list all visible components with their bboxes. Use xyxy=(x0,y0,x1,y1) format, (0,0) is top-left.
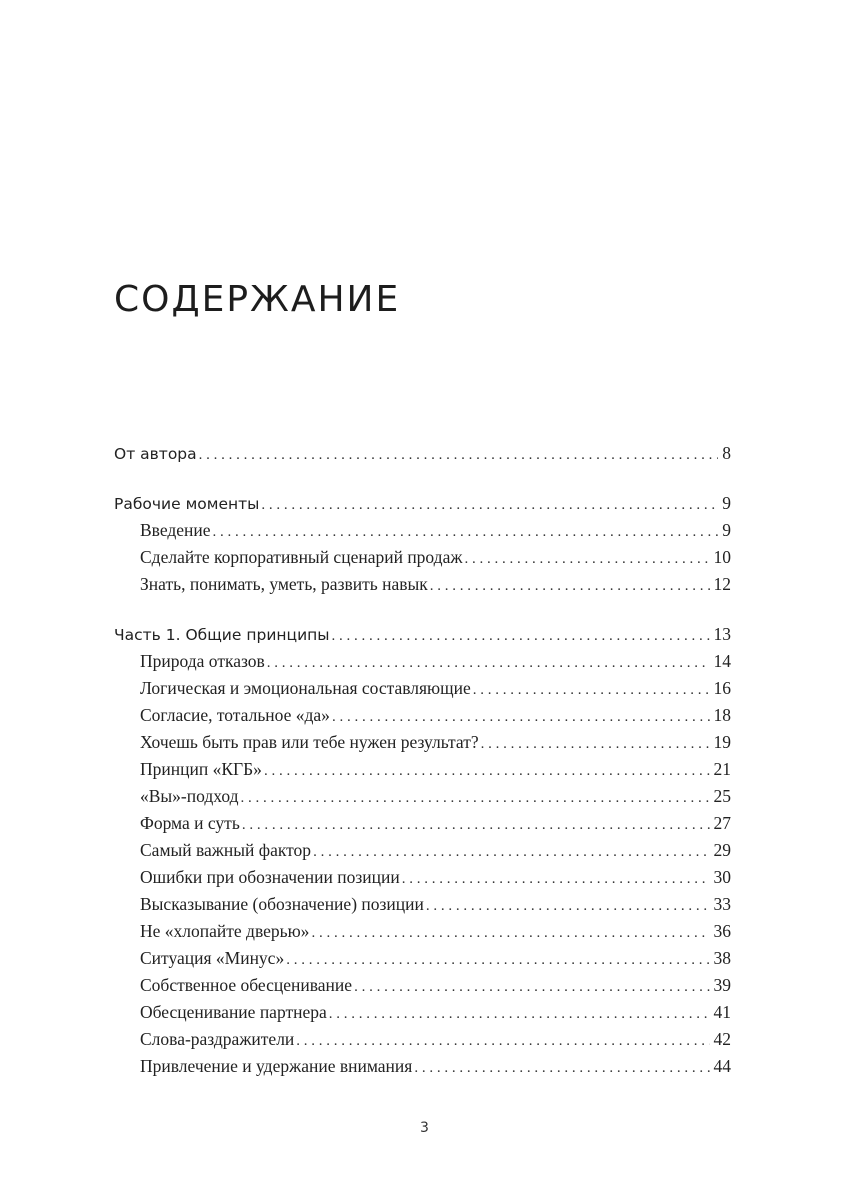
toc-entry-page: 10 xyxy=(713,547,731,567)
toc-entry xyxy=(114,837,731,864)
toc-entry-page: 12 xyxy=(713,574,731,594)
dot-leader xyxy=(296,1028,709,1055)
toc-entry-label: Природа отказов xyxy=(140,651,265,671)
page-number: 3 xyxy=(420,1120,429,1136)
toc-entry-page: 41 xyxy=(713,1002,731,1022)
toc-entry-page: 33 xyxy=(713,894,731,914)
toc-entry xyxy=(114,945,731,972)
toc-entry xyxy=(114,1053,731,1080)
toc-entry-label: Согласие, тотальное «да» xyxy=(140,705,330,725)
toc-entry-page: 25 xyxy=(713,786,731,806)
toc-entry-page: 16 xyxy=(713,678,731,698)
toc-entry xyxy=(114,517,731,544)
toc-entry xyxy=(114,783,731,810)
toc-entry-page: 8 xyxy=(722,443,731,463)
toc-entry-label: Знать, понимать, уметь, развить навык xyxy=(140,574,428,594)
dot-leader xyxy=(414,1055,709,1082)
toc-entry-label: Обесценивание партнера xyxy=(140,1002,327,1022)
toc-entry-label: Введение xyxy=(140,520,211,540)
toc-entry xyxy=(114,648,731,675)
toc-entry-label: Собственное обесценивание xyxy=(140,975,353,995)
toc-section-entry xyxy=(114,440,731,467)
dot-leader xyxy=(261,492,718,519)
toc-entry-label: Слова-раздражители xyxy=(140,1029,295,1049)
toc-entry xyxy=(114,918,731,945)
dot-leader xyxy=(311,920,709,947)
toc-entry xyxy=(114,571,731,598)
toc-entry-label: Хочешь быть прав или тебе нужен результат? xyxy=(140,732,479,752)
toc-entry-label: Принцип «КГБ» xyxy=(140,759,262,779)
dot-leader xyxy=(332,704,710,731)
toc-entry-page: 13 xyxy=(713,624,731,644)
toc-entry-label: Высказывание (обозначение) позиции xyxy=(140,894,424,914)
toc-entry xyxy=(114,702,731,729)
toc-section-entry xyxy=(114,621,731,648)
toc-entry-page: 27 xyxy=(713,813,731,833)
toc-entry-page: 29 xyxy=(713,840,731,860)
toc-entry-label: Самый важный фактор xyxy=(140,840,312,860)
toc-entry-label: От автора xyxy=(114,445,197,463)
toc-entry xyxy=(114,1026,731,1053)
dot-leader xyxy=(402,866,710,893)
dot-leader xyxy=(426,893,710,920)
dot-leader xyxy=(267,650,710,677)
dot-leader xyxy=(213,519,719,546)
toc-entry-page: 9 xyxy=(722,520,731,540)
toc-section-entry xyxy=(114,490,731,517)
toc-entry xyxy=(114,756,731,783)
dot-leader xyxy=(329,1001,710,1028)
toc-entry-label: Логическая и эмоциональная составляющие xyxy=(140,678,471,698)
dot-leader xyxy=(313,839,709,866)
page-title: СОДЕРЖАНИЕ xyxy=(114,279,401,320)
toc-entry-page: 19 xyxy=(713,732,731,752)
toc-entry xyxy=(114,729,731,756)
toc-entry-label: Ошибки при обозначении позиции xyxy=(140,867,400,887)
toc-entry xyxy=(114,891,731,918)
toc-entry xyxy=(114,544,731,571)
toc-entry-label: Форма и суть xyxy=(140,813,240,833)
toc-entry-page: 36 xyxy=(713,921,731,941)
dot-leader xyxy=(473,677,710,704)
toc-entry xyxy=(114,864,731,891)
table-of-contents xyxy=(114,440,731,1080)
dot-leader xyxy=(464,546,709,573)
dot-leader xyxy=(286,947,709,974)
toc-entry-page: 44 xyxy=(713,1056,731,1076)
dot-leader xyxy=(354,974,709,1001)
toc-entry-label: Не «хлопайте дверью» xyxy=(140,921,310,941)
dot-leader xyxy=(264,758,710,785)
toc-entry-label: «Вы»-подход xyxy=(140,786,239,806)
toc-entry-label: Рабочие моменты xyxy=(114,495,260,513)
toc-entry-label: Часть 1. Общие принципы xyxy=(114,626,330,644)
toc-entry xyxy=(114,999,731,1026)
dot-leader xyxy=(332,623,710,650)
toc-entry-label: Привлечение и удержание внимания xyxy=(140,1056,413,1076)
toc-entry-page: 14 xyxy=(713,651,731,671)
toc-entry-page: 21 xyxy=(713,759,731,779)
toc-entry-page: 9 xyxy=(722,493,731,513)
dot-leader xyxy=(241,785,710,812)
dot-leader xyxy=(199,442,719,469)
toc-entry-label: Ситуация «Минус» xyxy=(140,948,285,968)
toc-entry xyxy=(114,972,731,999)
toc-entry-page: 42 xyxy=(713,1029,731,1049)
toc-entry xyxy=(114,675,731,702)
dot-leader xyxy=(481,731,710,758)
dot-leader xyxy=(242,812,710,839)
toc-entry-label: Сделайте корпоративный сценарий продаж xyxy=(140,547,463,567)
dot-leader xyxy=(430,573,710,600)
toc-entry xyxy=(114,810,731,837)
toc-entry-page: 18 xyxy=(713,705,731,725)
toc-entry-page: 39 xyxy=(713,975,731,995)
toc-entry-page: 38 xyxy=(713,948,731,968)
toc-entry-page: 30 xyxy=(713,867,731,887)
